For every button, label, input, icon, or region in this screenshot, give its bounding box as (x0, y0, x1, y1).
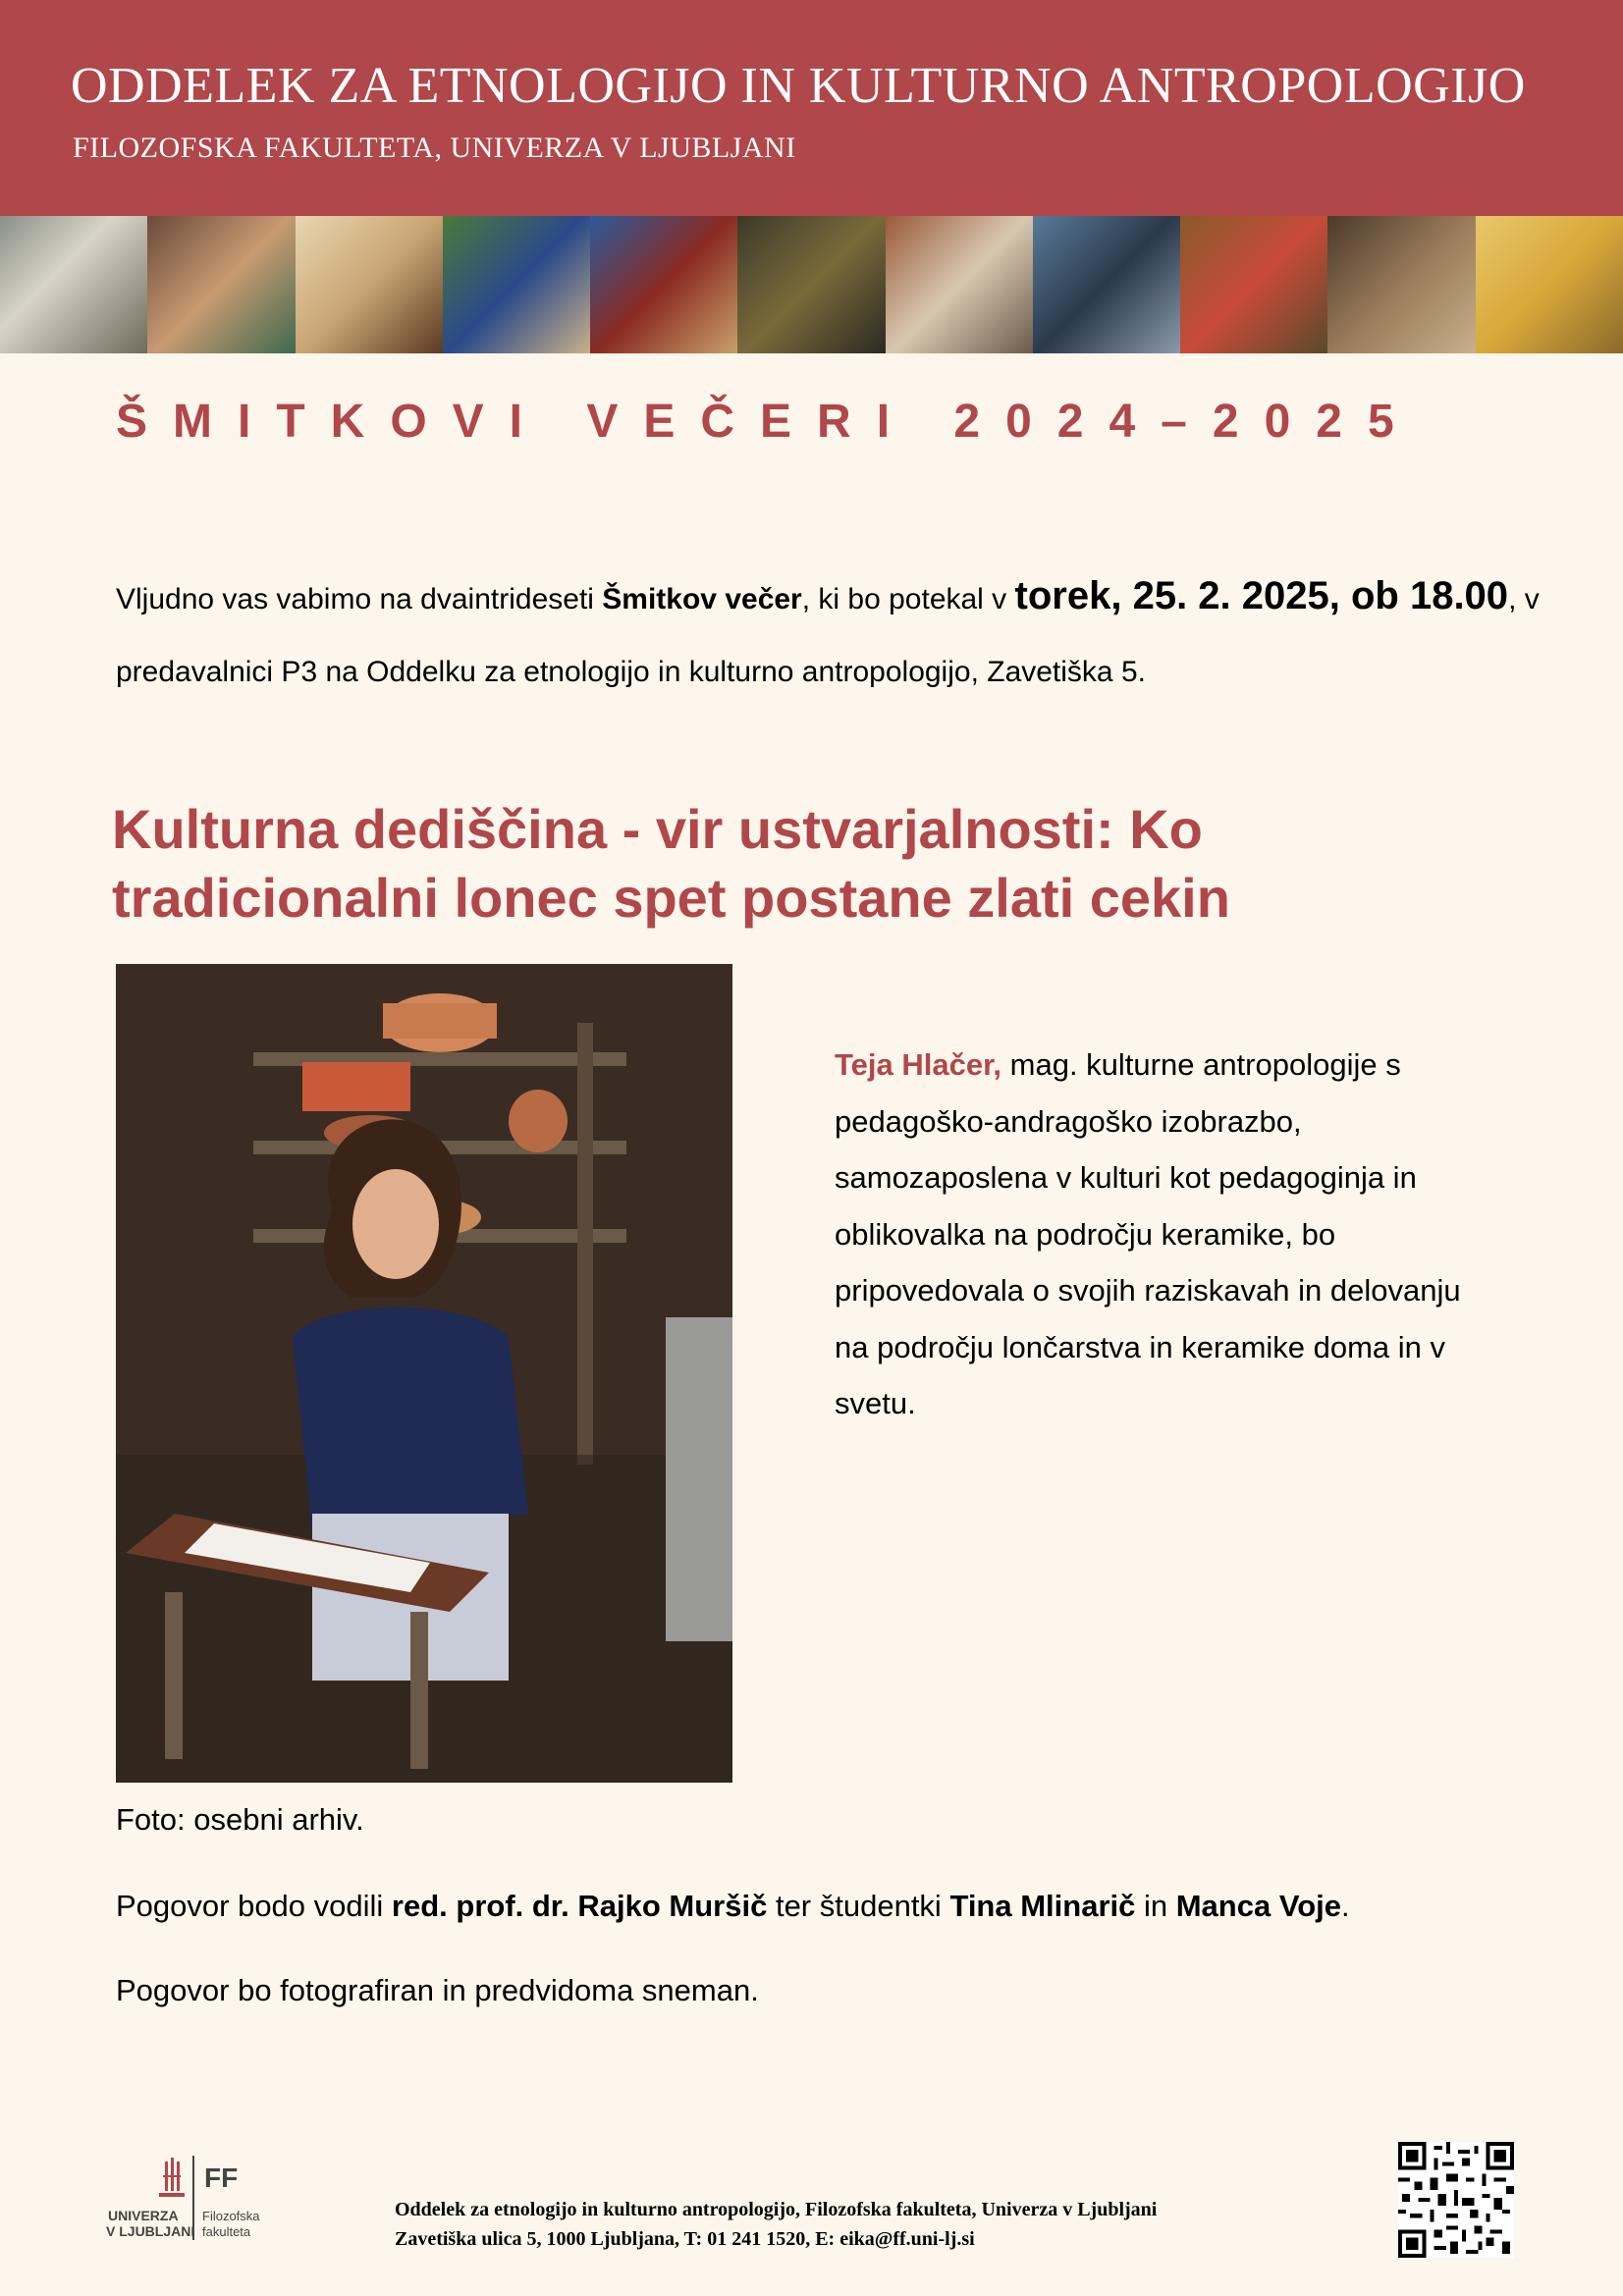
department-name: ODDELEK ZA ETNOLOGIJO IN KULTURNO ANTROPOLOGIJO (71, 58, 1526, 114)
speaker-bio (835, 1037, 1502, 1432)
house-photo (0, 216, 147, 353)
logo-university-2: V LJUBLJANI (106, 2223, 195, 2239)
footer-contact (395, 2195, 1157, 2254)
cheese-photo (1476, 216, 1623, 353)
qr-code-icon (1398, 2142, 1514, 2258)
people-photo (886, 216, 1033, 353)
student-2: Manca Voje (1175, 1889, 1341, 1923)
market-photo (1180, 216, 1327, 353)
food-photo (296, 216, 443, 353)
speaker-photo-illustration (116, 964, 732, 1783)
moderation-prefix: Pogovor bodo vodili (116, 1889, 392, 1923)
invitation-mid: , ki bo potekal v (801, 583, 1015, 615)
university-logo (106, 2150, 293, 2248)
logo-faculty-1: Filozofska (202, 2209, 260, 2223)
moderation-end: . (1340, 1889, 1350, 1923)
market-photo-2 (1327, 216, 1475, 353)
logo-university-1: UNIVERZA (108, 2208, 179, 2223)
faculty-name: FILOZOFSKA FAKULTETA, UNIVERZA V LJUBLJANI (73, 132, 796, 164)
speaker-description: mag. kulturne antropologije s pedagoško-andragoško izobrazbo, samozaposlena v kulturi kot pedagoginja in oblikovalka na področju keramike, bo pripovedovala o svojih raziskavah in delovanju na področju lončarstva in keramike doma in v svetu. (835, 1047, 1461, 1420)
city-photo (1033, 216, 1180, 353)
photo-caption: Foto: osebni arhiv. (116, 1802, 364, 1837)
crowd-photo (443, 216, 590, 353)
photo-strip (0, 216, 1623, 353)
invitation-text (116, 560, 1569, 709)
university-logo-icon (106, 2150, 293, 2248)
mask-photo (737, 216, 885, 353)
header-banner (0, 0, 1623, 216)
speaker-photo (116, 964, 732, 1783)
logo-faculty-2: fakulteta (202, 2224, 251, 2239)
moderator-name: red. prof. dr. Rajko Muršič (391, 1889, 768, 1923)
moderation-line (116, 1889, 1350, 1924)
event-location: , v predavalnici P3 na Oddelku za etnologijo in kulturno antropologijo, Zavetiška 5. (116, 583, 1540, 688)
moderation-mid: ter študentki (767, 1889, 950, 1923)
recording-note: Pogovor bo fotografiran in predvidoma sneman. (116, 1973, 759, 2007)
speaker-name: Teja Hlačer, (835, 1047, 1002, 1082)
invitation-intro: Vljudno vas vabimo na dvaintrideseti (116, 583, 603, 615)
series-title: ŠMITKOVI VEČERI 2024–2025 (116, 396, 1420, 448)
building-photo (590, 216, 737, 353)
event-name: Šmitkov večer (602, 583, 802, 615)
logo-ff: FF (204, 2163, 239, 2193)
moderation-and: in (1135, 1889, 1176, 1923)
event-datetime: torek, 25. 2. 2025, ob 18.00 (1014, 574, 1509, 617)
footer-line-2: Zavetiška ulica 5, 1000 Ljubljana, T: 01 241 1520, E: eika@ff.uni-lj.si (395, 2228, 975, 2250)
person-photo (147, 216, 295, 353)
footer-line-1: Oddelek za etnologijo in kulturno antropologijo, Filozofska fakulteta, Univerza v Ljubljani (395, 2199, 1158, 2220)
student-1: Tina Mlinarič (949, 1889, 1136, 1923)
talk-title: Kulturna dediščina - vir ustvarjalnosti: Ko tradicionalni lonec spet postane zlati cekin (112, 798, 1230, 929)
